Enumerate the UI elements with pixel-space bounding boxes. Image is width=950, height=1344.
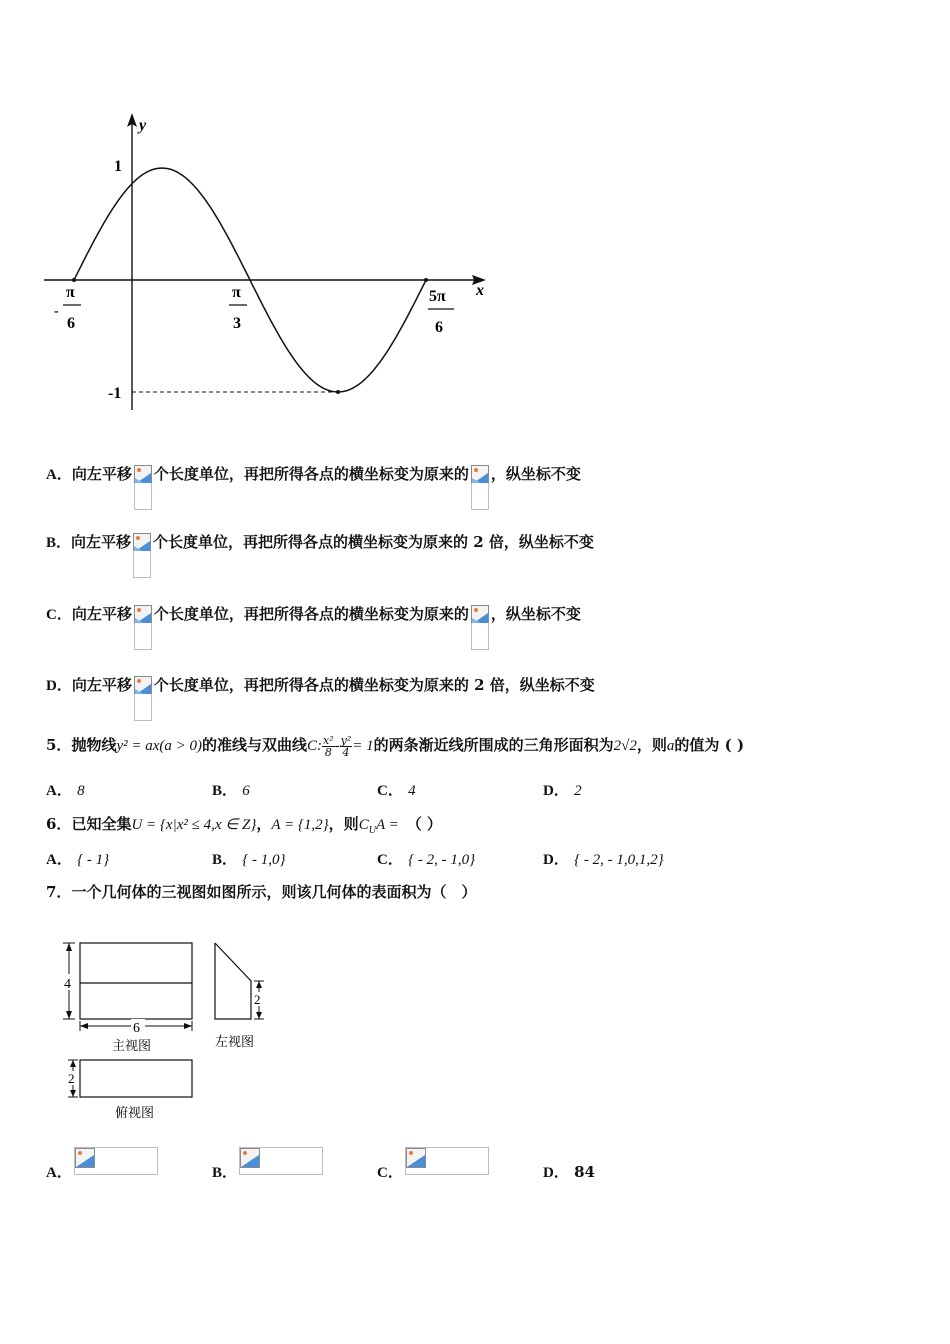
tick-1: 1 [114, 158, 122, 175]
option-text: 向左平移 [71, 465, 132, 483]
option-text: ，纵坐标不变 [490, 465, 581, 483]
x-axis-label: x [476, 282, 484, 299]
tick-pi3-den: 3 [233, 315, 241, 332]
zero-point-left [72, 278, 76, 282]
option-text: ，纵坐标不变 [490, 605, 581, 623]
top-view-label: 俯视图 [115, 1105, 155, 1120]
tick-pi3-num: π [232, 284, 241, 301]
triangle-area: 2√2 [613, 738, 637, 754]
top-view-rect [80, 1060, 192, 1097]
option-letter: A． [46, 783, 72, 799]
option-letter: C． [377, 1165, 403, 1181]
option-text: 个长度单位，再把所得各点的横坐标变为原来的 2 倍，纵坐标不变 [153, 533, 594, 551]
q5-text: 的值为 ( ) [674, 736, 745, 754]
option-value: 2 [574, 783, 582, 799]
q6-option-d [543, 849, 664, 870]
variable-a: a [666, 738, 675, 754]
option-value: 8 [77, 783, 85, 799]
missing-image-icon [239, 1147, 323, 1175]
tick-neg1: -1 [108, 385, 122, 402]
q4-option-d [46, 663, 595, 707]
option-text: 向左平移 [71, 676, 132, 694]
option-value: 84 [574, 1163, 595, 1181]
question-5 [46, 732, 744, 758]
tick-neg-pi6-num: π [66, 284, 75, 301]
hyperbola-y-term: $\frac{\text{y²}}{4}$ [340, 733, 352, 759]
hyperbola-x-term: $\frac{\text{x²}}{8}$ [323, 733, 334, 759]
front-view-label: 主视图 [112, 1038, 152, 1053]
option-letter: B． [212, 783, 238, 799]
parabola-equation: y² = ax(a > 0) [116, 738, 202, 754]
missing-image-icon [134, 465, 152, 509]
q5-text: 的准线与双曲线 [202, 736, 308, 754]
q6-option-b [212, 849, 286, 870]
option-value: { - 1,0} [242, 852, 286, 868]
question-7 [46, 882, 476, 902]
q6-text: 已知全集 [71, 815, 132, 833]
q7-option-c [377, 1162, 403, 1183]
question-number: 7． [46, 883, 72, 901]
option-value: { - 1} [77, 852, 110, 868]
option-letter: A． [46, 1165, 72, 1181]
q5-text: ，则 [636, 736, 667, 754]
q5-option-d [543, 780, 582, 801]
option-letter: A． [46, 852, 72, 868]
q4-option-b [46, 520, 594, 564]
option-letter: B． [46, 535, 72, 551]
tick-neg-pi6-sign: - [54, 304, 59, 319]
missing-image-icon [134, 605, 152, 649]
q6-text: （ ） [406, 815, 442, 833]
q5-option-c [377, 780, 416, 801]
q6-text: ，则 [328, 815, 359, 833]
option-text: 向左平移 [71, 533, 132, 551]
option-value: { - 2, - 1,0,1,2} [574, 852, 664, 868]
dim-6: 6 [133, 1021, 140, 1036]
hyperbola-c: C: [307, 738, 323, 754]
tick-5pi6-num: 5π [429, 288, 446, 305]
missing-image-icon [471, 605, 489, 649]
question-number: 6． [46, 815, 72, 833]
option-value: 4 [408, 783, 416, 799]
dim-4: 4 [64, 977, 71, 992]
three-view-diagram [55, 935, 285, 1125]
missing-image-icon [133, 533, 151, 577]
question-6 [46, 814, 442, 841]
option-value: { - 2, - 1,0} [408, 852, 476, 868]
option-letter: A． [46, 467, 72, 483]
y-axis-label: y [139, 117, 147, 134]
q5-option-a [46, 780, 85, 801]
q5-option-b [212, 780, 250, 801]
option-letter: D． [46, 678, 72, 694]
option-letter: B． [212, 1165, 238, 1181]
missing-image-icon [471, 465, 489, 509]
option-letter: C． [377, 783, 403, 799]
option-letter: B． [212, 852, 238, 868]
q4-option-c [46, 592, 581, 636]
q7-option-a [46, 1162, 72, 1183]
front-view-rect [80, 943, 192, 1019]
q7-text: 一个几何体的三视图如图所示，则该几何体的表面积为（ ） [71, 883, 477, 901]
tick-neg-pi6-den: 6 [67, 315, 75, 332]
q4-option-a [46, 452, 581, 496]
missing-image-icon [134, 676, 152, 720]
left-view-shape [215, 943, 251, 1019]
hyperbola-equals: = 1 [352, 738, 374, 754]
missing-image-icon [405, 1147, 489, 1175]
option-letter: D． [543, 1165, 569, 1181]
q7-option-b [212, 1162, 237, 1183]
option-letter: D． [543, 852, 569, 868]
option-letter: C． [46, 607, 72, 623]
sine-graph [30, 105, 500, 425]
q6-option-a [46, 849, 109, 870]
option-letter: D． [543, 783, 569, 799]
option-letter: C． [377, 852, 403, 868]
tick-5pi6-den: 6 [435, 319, 443, 336]
set-u: U = {x|x² ≤ 4,x ∈ Z} [131, 817, 257, 833]
q5-text: 抛物线 [71, 736, 117, 754]
q5-text: 的两条渐近线所围成的三角形面积为 [373, 736, 614, 754]
question-number: 5． [46, 736, 72, 754]
min-point [336, 390, 340, 394]
option-text: 个长度单位，再把所得各点的横坐标变为原来的 2 倍，纵坐标不变 [153, 676, 595, 694]
complement: $C_UA$ = [358, 817, 399, 836]
option-text: 向左平移 [71, 605, 132, 623]
option-value: 6 [242, 783, 250, 799]
zero-point-right [424, 278, 428, 282]
dim-2-top: 2 [68, 1071, 75, 1086]
q7-option-d [543, 1162, 595, 1183]
option-text: 个长度单位，再把所得各点的横坐标变为原来的 [153, 465, 469, 483]
q6-text: ， [256, 815, 272, 833]
missing-image-icon [74, 1147, 158, 1175]
option-text: 个长度单位，再把所得各点的横坐标变为原来的 [153, 605, 469, 623]
left-view-label: 左视图 [215, 1034, 255, 1049]
set-a: A = {1,2} [271, 817, 329, 833]
minus-sign: - [334, 738, 340, 754]
q6-option-c [377, 849, 475, 870]
dim-2-left: 2 [254, 992, 261, 1007]
